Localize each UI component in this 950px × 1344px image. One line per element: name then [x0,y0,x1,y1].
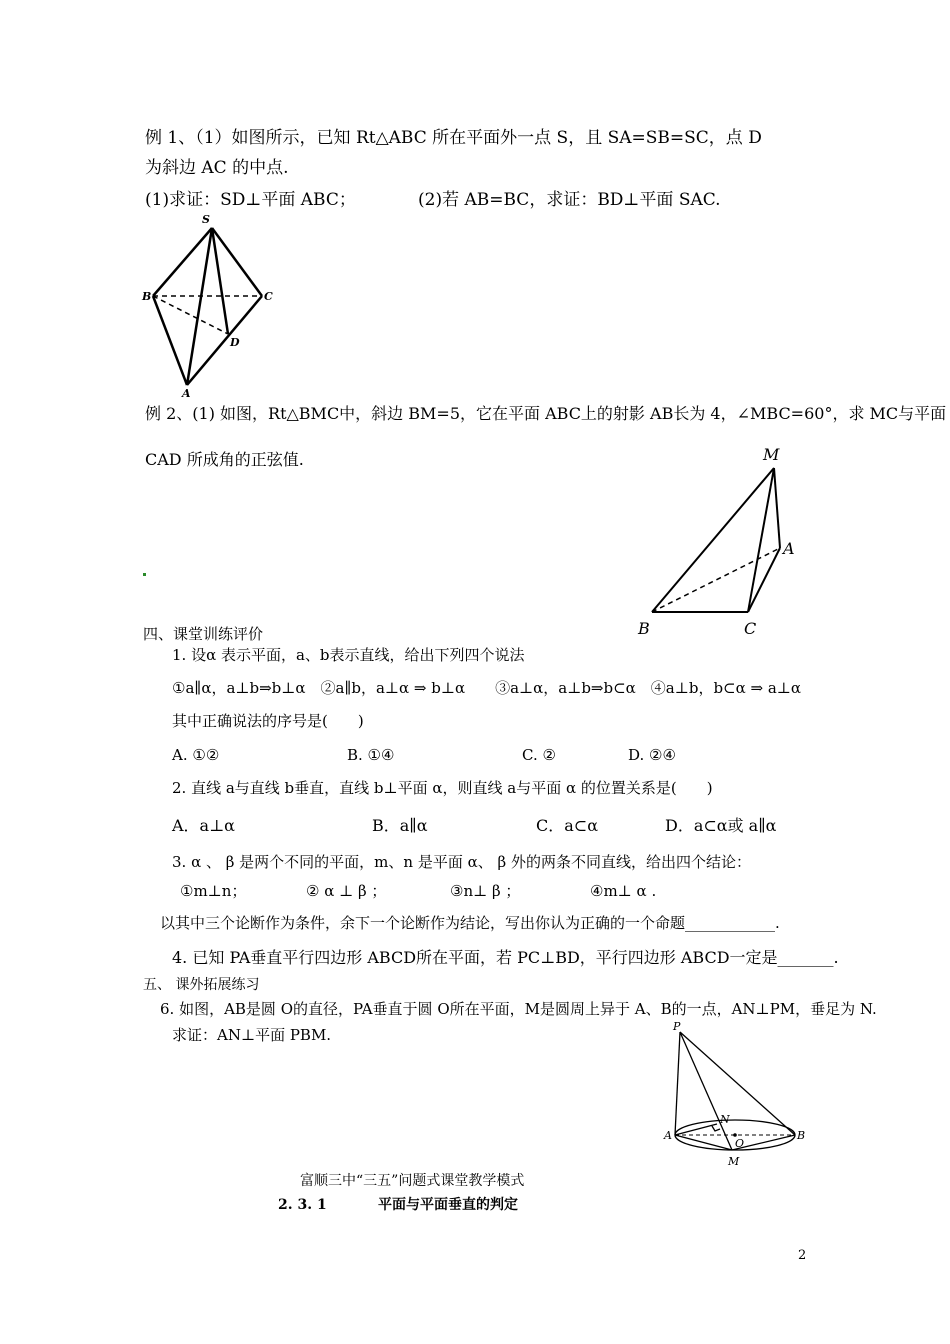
section-number: 2. 3. 1 [278,1197,327,1213]
label-B: B [142,290,152,303]
label-A: A [783,539,795,558]
page-number: 2 [798,1248,807,1263]
school-line: 富顺三中“三五”问题式课堂教学模式 [300,1173,525,1189]
q1-choice-c: C. ② [522,746,556,764]
label-B: B [638,619,650,638]
q2-choice-b: B．a∥α [372,816,428,835]
q2-choice-a: A．a⊥α [172,816,235,835]
section4-heading: 四、课堂训练评价 [143,625,264,643]
q1-options: ①a∥α，a⊥b⇒b⊥α ②a∥b，a⊥α ⇒ b⊥α ③a⊥α，a⊥b⇒b⊂α ④a⊥b，b⊂α ⇒ a⊥α [172,679,802,697]
section-title: 平面与平面垂直的判定 [378,1197,518,1213]
q6-line1: 6. 如图，AB是圆 O的直径，PA垂直于圆 O所在平面，M是圆周上异于 A、B的一点，AN⊥PM，垂足为 N. [160,1000,877,1018]
label-C: C [264,290,273,303]
q4-text: 4. 已知 PA垂直平行四边形 ABCD所在平面，若 PC⊥BD，平行四边形 ABCD一定是_______. [172,948,839,967]
label-P: P [673,1020,681,1033]
label-D: D [230,336,240,349]
label-M: M [728,1155,740,1168]
q1-choice-a: A. ①② [172,746,220,764]
label-S: S [202,213,210,226]
q3-item-3: ③n⊥ β ； [450,882,521,900]
q3-item-2: ② α ⊥ β ； [306,882,387,900]
q2-choice-d: D．a⊂α或 a∥α [665,816,777,835]
q2-stem: 2. 直线 a与直线 b垂直，直线 b⊥平面 α，则直线 a与平面 α 的位置关系是( ) [172,779,713,797]
label-A: A [182,387,191,400]
ex2-line1: 例 2、(1) 如图，Rt△BMC中，斜边 BM=5，它在平面 ABC上的射影 AB长为 4，∠MBC=60°，求 MC与平面 [145,404,947,423]
section5-heading: 五、 课外拓展练习 [143,977,260,993]
cone-figure [660,1020,810,1175]
q6-line2: 求证：AN⊥平面 PBM. [172,1026,332,1044]
ex1-line1: 例 1、（1）如图所示，已知 Rt△ABC 所在平面外一点 S，且 SA=SB=SC，点 D [145,128,762,148]
q1-ask: 其中正确说法的序号是( ) [172,712,364,730]
q2-choice-c: C．a⊂α [536,816,598,835]
q1-choice-b: B. ①④ [347,746,395,764]
q1-stem: 1. 设α 表示平面，a、b表示直线，给出下列四个说法 [172,646,525,664]
label-A: A [664,1129,672,1142]
q1-choice-d: D. ②④ [628,746,676,764]
ex1-question2: (2)若 AB=BC，求证：BD⊥平面 SAC. [418,190,721,210]
ex2-line2: CAD 所成角的正弦值. [145,450,304,469]
ex1-line2: 为斜边 AC 的中点. [145,158,289,178]
q3-conclusion: 以其中三个论断作为条件，余下一个论断作为结论，写出你认为正确的一个命题____________. [160,914,780,932]
ex1-question1: (1)求证：SD⊥平面 ABC； [145,190,356,210]
label-C: C [744,619,757,638]
pyramid-figure [140,210,280,400]
q3-item-1: ①m⊥n； [180,882,247,900]
label-N: N [720,1113,730,1126]
tetrahedron-figure [630,440,810,640]
q3-stem: 3. α 、 β 是两个不同的平面，m、n 是平面 α、 β 外的两条不同直线，给出四个结论： [172,853,751,871]
label-O: O [735,1137,745,1150]
label-M: M [763,445,780,464]
label-B: B [797,1129,806,1142]
stray-dot [143,573,146,576]
q3-item-4: ④m⊥ α . [590,882,657,900]
